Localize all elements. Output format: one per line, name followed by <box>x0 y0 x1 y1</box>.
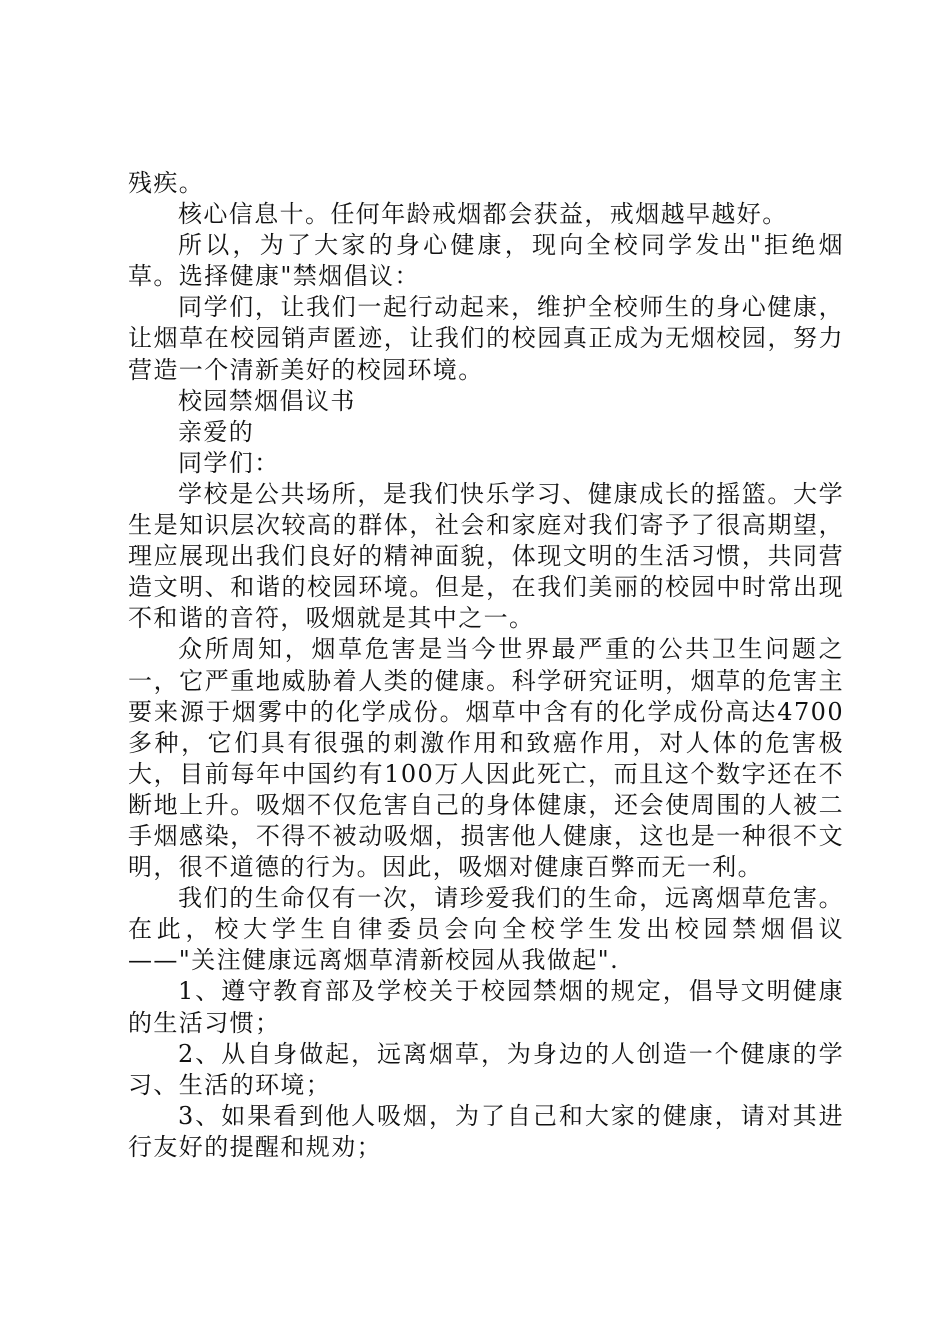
salutation-line-1: 亲爱的 <box>178 417 255 446</box>
salutation-line-2: 同学们： <box>178 448 280 477</box>
document-page <box>128 168 844 1163</box>
paragraph-3: 所以，为了大家的身心健康，现向全校同学发出"拒绝烟草。选择健康"禁烟倡议： <box>128 231 844 291</box>
paragraph-proposal: 我们的生命仅有一次，请珍爱我们的生命，远离烟草危害。在此，校大学生自律委员会向全校学生发出校园禁烟倡议——"关注健康远离烟草清新校园从我做起". <box>128 884 844 975</box>
paragraph-4: 同学们，让我们一起行动起来，维护全校师生的身心健康，让烟草在校园销声匿迹，让我们的校园真正成为无烟校园，努力营造一个清新美好的校园环境。 <box>128 293 844 384</box>
list-item-3: 3、如果看到他人吸烟，为了自己和大家的健康，请对其进行友好的提醒和规劝； <box>128 1101 844 1161</box>
list-item-1: 1、遵守教育部及学校关于校园禁烟的规定，倡导文明健康的生活习惯； <box>128 977 844 1037</box>
paragraph-1: 残疾。 <box>128 169 205 197</box>
paragraph-campus: 学校是公共场所，是我们快乐学习、健康成长的摇篮。大学生是知识层次较高的群体，社会和家庭对我们寄予了很高期望，理应展现出我们良好的精神面貌，体现文明的生活习惯，共同营造文明、和谐的校园环境。但是，在我们美丽的校园中时常出现不和谐的音符，吸烟就是其中之一。 <box>128 479 844 633</box>
paragraph-tobacco-harm: 众所周知，烟草危害是当今世界最严重的公共卫生问题之一，它严重地威胁着人类的健康。科学研究证明，烟草的危害主要来源于烟雾中的化学成份。烟草中含有的化学成份高达4700多种，它们具有很强的刺激作用和致癌作用，对人体的危害极大，目前每年中国约有100万人因此死亡，而且这个数字还在不断地上升。吸烟不仅危害自己的身体健康，还会使周围的人被二手烟感染，不得不被动吸烟，损害他人健康，这也是一种很不文明，很不道德的行为。因此，吸烟对健康百弊而无一利。 <box>128 635 844 882</box>
list-item-2: 2、从自身做起，远离烟草，为身边的人创造一个健康的学习、生活的环境； <box>128 1039 844 1099</box>
document-heading: 校园禁烟倡议书 <box>178 386 356 415</box>
paragraph-2: 核心信息十。任何年龄戒烟都会获益，戒烟越早越好。 <box>178 200 788 229</box>
